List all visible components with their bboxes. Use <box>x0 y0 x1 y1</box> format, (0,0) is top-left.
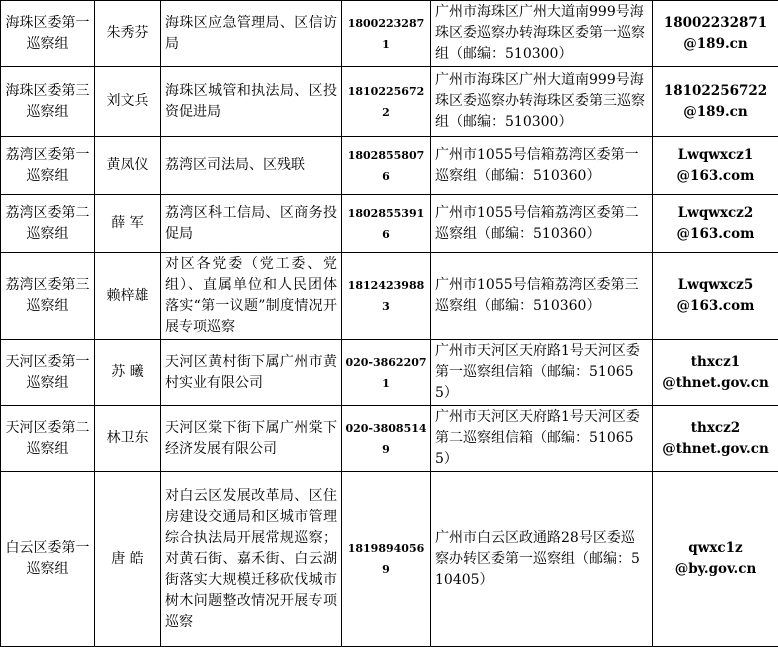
leader-cell: 黄凤仪 <box>95 137 161 195</box>
phone-cell: 18124239883 <box>342 253 431 340</box>
email-user: Lwqwxcz1 <box>678 147 754 163</box>
phone-cell: 18002232871 <box>342 1 431 67</box>
units-cell: 海珠区城管和执法局、区投资促进局 <box>161 67 342 137</box>
email-user: 18002232871 <box>664 15 767 31</box>
table-row <box>1 472 778 647</box>
units-cell: 对白云区发展改革局、区住房建设交通局和区城市管理综合执法局开展常规巡察；对黄石街、嘉禾街、白云湖街落实大规模迁移砍伐城市树木问题整改情况开展专项巡察 <box>161 472 342 647</box>
table-row <box>1 340 778 406</box>
units-cell: 荔湾区司法局、区残联 <box>161 137 342 195</box>
phone-cell: 18028553916 <box>342 195 431 253</box>
group-cell: 天河区委第二巡察组 <box>1 406 95 472</box>
table-row <box>1 1 778 67</box>
phone-cell: 020-38085149 <box>342 406 431 472</box>
units-cell: 荔湾区科工信局、区商务投促局 <box>161 195 342 253</box>
group-cell: 白云区委第一巡察组 <box>1 472 95 647</box>
address-cell: 广州市白云区政通路28号区委巡察办转区委第一巡察组（邮编：510405） <box>431 472 653 647</box>
table-row <box>1 67 778 137</box>
email-cell <box>653 472 778 647</box>
email-user: 18102256722 <box>664 83 767 99</box>
email-domain: @thnet.gov.cn <box>662 375 769 391</box>
email-domain: @163.com <box>677 168 755 184</box>
address-cell: 广州市海珠区广州大道南999号海珠区委巡察办转海珠区委第三巡察组（邮编：510300） <box>431 67 653 137</box>
group-cell: 荔湾区委第三巡察组 <box>1 253 95 340</box>
email-domain: @thnet.gov.cn <box>662 441 769 457</box>
email-cell <box>653 137 778 195</box>
email-cell <box>653 406 778 472</box>
units-cell: 天河区黄村街下属广州市黄村实业有限公司 <box>161 340 342 406</box>
email-cell <box>653 253 778 340</box>
group-cell: 海珠区委第三巡察组 <box>1 67 95 137</box>
email-cell <box>653 340 778 406</box>
email-user: thxcz2 <box>691 420 740 436</box>
email-domain: @189.cn <box>683 104 747 120</box>
group-cell: 荔湾区委第二巡察组 <box>1 195 95 253</box>
units-cell: 天河区棠下街下属广州棠下经济发展有限公司 <box>161 406 342 472</box>
units-cell: 海珠区应急管理局、区信访局 <box>161 1 342 67</box>
email-cell <box>653 195 778 253</box>
email-cell <box>653 67 778 137</box>
email-user: thxcz1 <box>691 354 740 370</box>
email-cell <box>653 1 778 67</box>
email-domain: @189.cn <box>683 36 747 52</box>
phone-cell: 020-38622071 <box>342 340 431 406</box>
address-cell: 广州市海珠区广州大道南999号海珠区委巡察办转海珠区委第一巡察组（邮编：510300） <box>431 1 653 67</box>
email-domain: @163.com <box>677 226 755 242</box>
email-domain: @163.com <box>677 298 755 314</box>
table-row <box>1 137 778 195</box>
address-cell: 广州市1055号信箱荔湾区委第三巡察组（邮编：510360） <box>431 253 653 340</box>
leader-cell: 唐 皓 <box>95 472 161 647</box>
phone-cell: 18198940569 <box>342 472 431 647</box>
group-cell: 天河区委第一巡察组 <box>1 340 95 406</box>
address-cell: 广州市1055号信箱荔湾区委第二巡察组（邮编：510360） <box>431 195 653 253</box>
phone-cell: 18102256722 <box>342 67 431 137</box>
address-cell: 广州市天河区天府路1号天河区委第二巡察组信箱（邮编：510655） <box>431 406 653 472</box>
table-row <box>1 195 778 253</box>
email-user: Lwqwxcz2 <box>678 205 754 221</box>
phone-cell: 18028558076 <box>342 137 431 195</box>
table-row <box>1 253 778 340</box>
group-cell: 荔湾区委第一巡察组 <box>1 137 95 195</box>
address-cell: 广州市天河区天府路1号天河区委第一巡察组信箱（邮编：510655） <box>431 340 653 406</box>
group-cell: 海珠区委第一巡察组 <box>1 1 95 67</box>
email-user: qwxc1z <box>688 540 742 556</box>
leader-cell: 苏 曦 <box>95 340 161 406</box>
email-user: Lwqwxcz5 <box>678 277 754 293</box>
address-cell: 广州市1055号信箱荔湾区委第一巡察组（邮编：510360） <box>431 137 653 195</box>
leader-cell: 刘文兵 <box>95 67 161 137</box>
email-domain: @by.gov.cn <box>675 561 757 577</box>
leader-cell: 朱秀芬 <box>95 1 161 67</box>
leader-cell: 林卫东 <box>95 406 161 472</box>
leader-cell: 赖梓雄 <box>95 253 161 340</box>
table-row <box>1 406 778 472</box>
units-cell: 对区各党委（党工委、党组）、直属单位和人民团体落实“第一议题”制度情况开展专项巡察 <box>161 253 342 340</box>
leader-cell: 薛 军 <box>95 195 161 253</box>
